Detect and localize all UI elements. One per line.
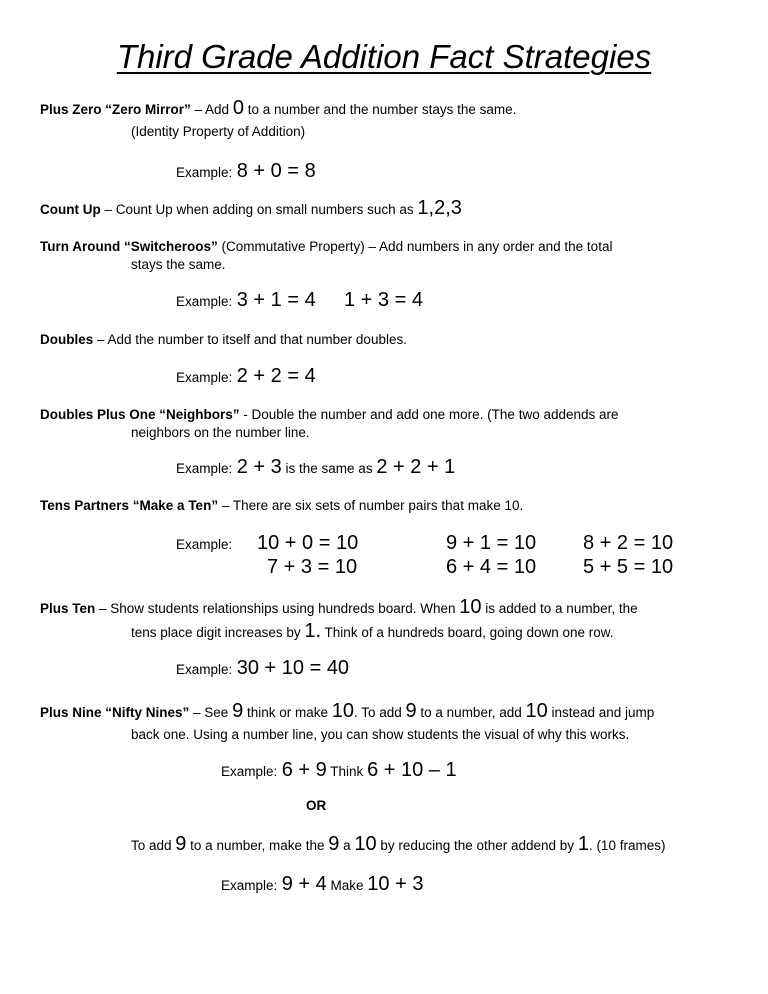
plus-zero-text-1: – Add bbox=[190, 102, 233, 117]
example-label: Example: bbox=[176, 461, 233, 476]
page-title: Third Grade Addition Fact Strategies bbox=[116, 38, 652, 75]
turn-around-text: (Commutative Property) – Add numbers in any order and the total bbox=[217, 239, 613, 254]
count-up-heading: Count Up bbox=[40, 202, 101, 217]
alt-number-1: 9 bbox=[175, 833, 187, 855]
plus-nine-example-2 bbox=[221, 873, 423, 896]
turn-around-line bbox=[40, 238, 612, 255]
alt-text-4: by reducing the other addend by bbox=[376, 838, 578, 853]
plus-nine-heading: Plus Nine “Nifty Nines” bbox=[40, 705, 190, 720]
doubles-plus-one-heading: Doubles Plus One “Neighbors” bbox=[40, 407, 240, 422]
turn-around-example-2: 1 + 3 = 4 bbox=[344, 289, 423, 311]
plus-ten-number: 10 bbox=[459, 596, 482, 618]
count-up-numbers: 1,2,3 bbox=[417, 197, 462, 219]
plus-ten-text-3: tens place digit increases by bbox=[131, 625, 305, 640]
doubles-plus-one-example-mid: is the same as bbox=[281, 461, 377, 476]
example-label: Example: bbox=[176, 165, 233, 180]
doubles-example bbox=[176, 365, 316, 388]
doubles-plus-one-example bbox=[176, 456, 455, 479]
turn-around-example bbox=[176, 289, 316, 312]
example-label: Example: bbox=[176, 294, 233, 309]
doubles-plus-one-note: neighbors on the number line. bbox=[131, 425, 310, 440]
tens-pair: 7 + 3 = 10 bbox=[267, 556, 358, 578]
tens-pair: 5 + 5 = 10 bbox=[583, 556, 674, 578]
alt-number-3: 10 bbox=[354, 833, 377, 855]
tens-pair: 10 + 0 = 10 bbox=[257, 532, 359, 554]
plus-zero-heading: Plus Zero “Zero Mirror” bbox=[40, 102, 191, 117]
doubles-line bbox=[40, 331, 407, 348]
plus-ten-example bbox=[176, 657, 349, 680]
plus-nine-line bbox=[40, 700, 655, 722]
tens-pair: 6 + 4 = 10 bbox=[446, 556, 537, 578]
plus-nine-alt-line bbox=[131, 833, 666, 855]
tens-partners-heading: Tens Partners “Make a Ten” bbox=[40, 498, 219, 513]
plus-nine-number-2: 10 bbox=[331, 700, 354, 722]
plus-ten-line bbox=[40, 596, 638, 618]
plus-ten-text-2: is added to a number, the bbox=[481, 601, 638, 616]
alt-text-5: . (10 frames) bbox=[588, 838, 666, 853]
example-label: Example: bbox=[176, 662, 233, 677]
doubles-plus-one-line bbox=[40, 406, 619, 423]
plus-nine-example-2b: 10 + 3 bbox=[367, 873, 424, 895]
plus-nine-text-2: think or make bbox=[243, 705, 332, 720]
plus-ten-number-2: 1. bbox=[304, 620, 322, 642]
plus-nine-example-make: Make bbox=[326, 878, 368, 893]
plus-nine-example-2a: 9 + 4 bbox=[281, 873, 327, 895]
plus-nine-text-3: . To add bbox=[353, 705, 406, 720]
doubles-plus-one-example-a: 2 + 3 bbox=[236, 456, 282, 478]
plus-nine-example-think: Think bbox=[326, 764, 368, 779]
plus-nine-text-1: – See bbox=[189, 705, 233, 720]
plus-nine-number-4: 10 bbox=[525, 700, 548, 722]
plus-nine-text-5: instead and jump bbox=[547, 705, 655, 720]
doubles-plus-one-example-b: 2 + 2 + 1 bbox=[376, 456, 456, 478]
count-up-text: – Count Up when adding on small numbers such as bbox=[100, 202, 418, 217]
turn-around-heading: Turn Around “Switcheroos” bbox=[40, 239, 218, 254]
doubles-plus-one-text: - Double the number and add one more. (The two addends are bbox=[239, 407, 619, 422]
plus-ten-text-4: Think of a hundreds board, going down one row. bbox=[321, 625, 614, 640]
plus-zero-text-2: to a number and the number stays the same. bbox=[243, 102, 517, 117]
example-label: Example: bbox=[221, 764, 278, 779]
plus-nine-example-a: 6 + 9 bbox=[281, 759, 327, 781]
plus-nine-number-3: 9 bbox=[405, 700, 417, 722]
count-up-line bbox=[40, 197, 462, 219]
turn-around-note: stays the same. bbox=[131, 257, 226, 272]
doubles-text: – Add the number to itself and that number doubles. bbox=[93, 332, 407, 347]
plus-ten-line-2 bbox=[131, 620, 614, 642]
plus-zero-number: 0 bbox=[232, 97, 244, 119]
alt-number-2: 9 bbox=[328, 833, 340, 855]
alt-text-2: to a number, make the bbox=[186, 838, 329, 853]
example-label: Example: bbox=[176, 370, 233, 385]
plus-nine-text-4: to a number, add bbox=[416, 705, 526, 720]
tens-pair: 8 + 2 = 10 bbox=[583, 532, 674, 554]
doubles-heading: Doubles bbox=[40, 332, 94, 347]
tens-partners-line bbox=[40, 497, 523, 514]
example-label: Example: bbox=[176, 537, 233, 552]
or-separator: OR bbox=[306, 798, 327, 813]
plus-ten-text-1: – Show students relationships using hundreds board. When bbox=[95, 601, 460, 616]
doubles-example-equation: 2 + 2 = 4 bbox=[236, 365, 316, 387]
plus-nine-example-b: 6 + 10 – 1 bbox=[367, 759, 457, 781]
alt-text-3: a bbox=[339, 838, 355, 853]
plus-nine-note: back one. Using a number line, you can show students the visual of why this works. bbox=[131, 727, 630, 742]
plus-zero-note: (Identity Property of Addition) bbox=[131, 124, 306, 139]
alt-text-1: To add bbox=[131, 838, 176, 853]
turn-around-example-1: 3 + 1 = 4 bbox=[236, 289, 316, 311]
plus-zero-example bbox=[176, 160, 316, 183]
alt-number-4: 1 bbox=[577, 833, 589, 855]
tens-partners-text: – There are six sets of number pairs that make 10. bbox=[218, 498, 524, 513]
plus-nine-example bbox=[221, 759, 457, 782]
tens-pair: 9 + 1 = 10 bbox=[446, 532, 537, 554]
plus-nine-number-1: 9 bbox=[232, 700, 244, 722]
plus-zero-example-equation: 8 + 0 = 8 bbox=[236, 160, 316, 182]
example-label: Example: bbox=[221, 878, 278, 893]
plus-ten-heading: Plus Ten bbox=[40, 601, 96, 616]
plus-ten-example-equation: 30 + 10 = 40 bbox=[236, 657, 350, 679]
plus-zero-line bbox=[40, 97, 517, 119]
